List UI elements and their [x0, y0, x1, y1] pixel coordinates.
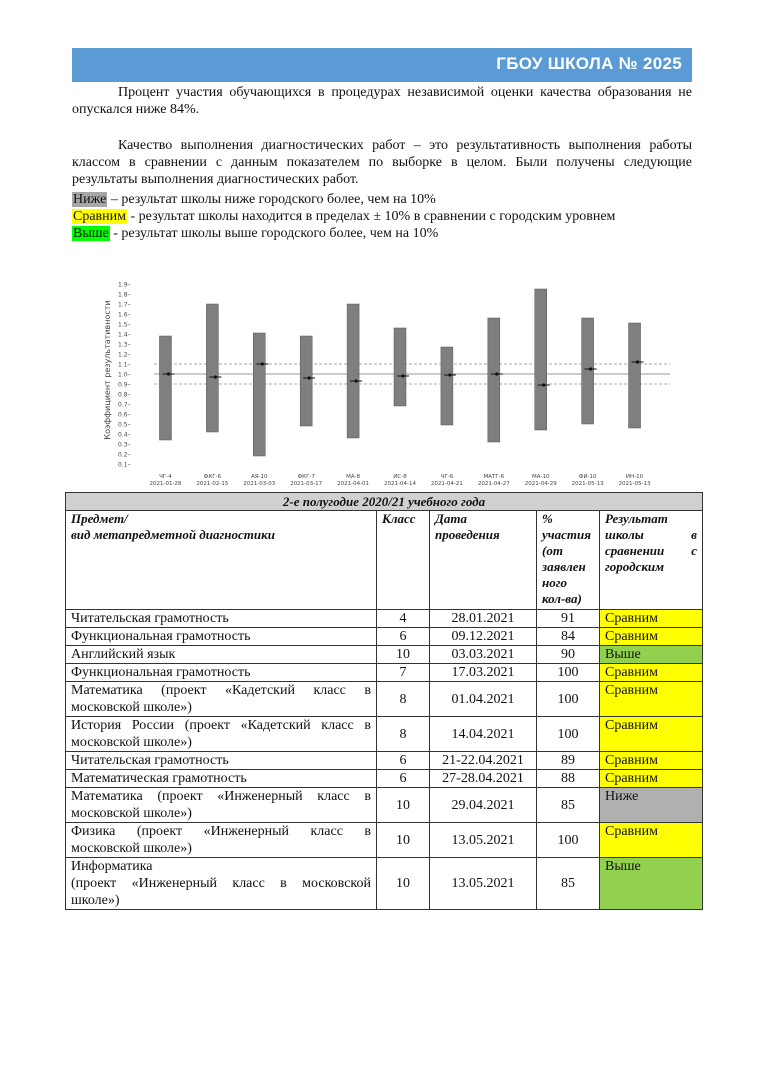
table-row: [66, 646, 703, 664]
cell-participation: 100: [537, 823, 600, 858]
x-tick-code: МАТГ-6: [483, 474, 505, 480]
cell-participation: 100: [537, 682, 600, 717]
cell-grade: 8: [377, 717, 430, 752]
table-header-row: [66, 511, 703, 610]
y-tick-label: 0.5–: [118, 421, 131, 429]
cell-grade: 6: [377, 752, 430, 770]
cell-date: 28.01.2021: [430, 610, 537, 628]
table-row: [66, 664, 703, 682]
cell-date: 09.12.2021: [430, 628, 537, 646]
cell-result: Сравним: [600, 752, 703, 770]
legend-text-above: - результат школы выше городского более, чем на 10%: [109, 226, 439, 241]
cell-result: Сравним: [600, 664, 703, 682]
y-tick-label: 1.4–: [118, 331, 131, 339]
header-bar: [72, 48, 692, 82]
cell-subject: Читательская грамотность: [66, 752, 377, 770]
cell-result: Сравним: [600, 717, 703, 752]
cell-result: Выше: [600, 646, 703, 664]
cell-grade: 6: [377, 770, 430, 788]
school-result-point: [308, 376, 311, 379]
cell-date: 21-22.04.2021: [430, 752, 537, 770]
table-period-row: [66, 493, 703, 511]
x-tick-code: ФИ-10: [578, 474, 597, 480]
cell-grade: 10: [377, 646, 430, 664]
header-result: Результат школы в сравнении с городским: [600, 511, 703, 610]
y-tick-label: 0.1–: [118, 461, 131, 469]
y-tick-label: 1.5–: [118, 321, 131, 329]
cell-subject: Математика (проект «Инженерный класс в московской школе»): [66, 788, 377, 823]
range-bar: [582, 318, 594, 424]
x-tick-date: 2021-04-29: [524, 481, 557, 487]
cell-result: Сравним: [600, 770, 703, 788]
cell-date: 29.04.2021: [430, 788, 537, 823]
table-row: [66, 788, 703, 823]
legend-above: [72, 225, 438, 242]
cell-date: 17.03.2021: [430, 664, 537, 682]
header-subject: Предмет/ вид метапредметной диагностики: [66, 511, 377, 610]
cell-result: Сравним: [600, 628, 703, 646]
cell-subject: Функциональная грамотность: [66, 664, 377, 682]
cell-subject: Читательская грамотность: [66, 610, 377, 628]
legend-below: [72, 191, 436, 208]
legend-text-below: – результат школы ниже городского более, чем на 10%: [107, 192, 436, 207]
x-tick-code: ЧГ-4: [159, 474, 172, 480]
school-result-point: [261, 362, 264, 365]
diagnostics-results-table: [65, 492, 703, 910]
y-tick-label: 0.4–: [118, 431, 131, 439]
y-tick-label: 1.2–: [118, 351, 131, 359]
x-tick-date: 2021-04-27: [477, 481, 510, 487]
header-date: Дата проведения: [430, 511, 537, 610]
table-row: [66, 628, 703, 646]
cell-participation: 85: [537, 858, 600, 910]
range-bar: [159, 336, 171, 440]
cell-result: Выше: [600, 858, 703, 910]
school-result-point: [354, 379, 357, 382]
x-tick-date: 2021-04-21: [430, 481, 463, 487]
x-tick-code: ФКГ-7: [297, 474, 315, 480]
cell-date: 03.03.2021: [430, 646, 537, 664]
cell-result: Сравним: [600, 682, 703, 717]
chart-y-axis-label: Коэффициент результативности: [103, 300, 112, 440]
table-row: [66, 770, 703, 788]
x-tick-code: МА-10: [531, 474, 550, 480]
cell-participation: 91: [537, 610, 600, 628]
school-result-point: [401, 374, 404, 377]
y-tick-label: 0.7–: [118, 401, 131, 409]
cell-subject: Функциональная грамотность: [66, 628, 377, 646]
cell-participation: 90: [537, 646, 600, 664]
table-period: 2-е полугодие 2020/21 учебного года: [66, 493, 703, 511]
cell-grade: 8: [377, 682, 430, 717]
school-result-point: [542, 383, 545, 386]
range-bar: [253, 333, 265, 456]
cell-grade: 4: [377, 610, 430, 628]
cell-date: 13.05.2021: [430, 823, 537, 858]
y-tick-label: 1.0–: [118, 371, 131, 379]
cell-subject: Математика (проект «Кадетский класс в московской школе»): [66, 682, 377, 717]
table-row: [66, 682, 703, 717]
cell-participation: 85: [537, 788, 600, 823]
range-bar: [394, 328, 406, 406]
cell-date: 13.05.2021: [430, 858, 537, 910]
range-bar: [535, 289, 547, 430]
cell-grade: 7: [377, 664, 430, 682]
cell-date: 01.04.2021: [430, 682, 537, 717]
x-tick-code: АЯ-10: [250, 474, 268, 480]
y-tick-label: 0.3–: [118, 441, 131, 449]
y-tick-label: 0.9–: [118, 381, 131, 389]
cell-subject: Английский язык: [66, 646, 377, 664]
x-tick-date: 2021-04-01: [337, 481, 370, 487]
y-tick-label: 1.6–: [118, 311, 131, 319]
school-result-point: [636, 360, 639, 363]
cell-date: 27-28.04.2021: [430, 770, 537, 788]
school-result-point: [495, 372, 498, 375]
cell-subject: Физика (проект «Инженерный класс в московской школе»): [66, 823, 377, 858]
cell-participation: 89: [537, 752, 600, 770]
y-tick-label: 1.8–: [118, 291, 131, 299]
header-participation: % участия (от заявлен ного кол-ва): [537, 511, 600, 610]
cell-participation: 100: [537, 717, 600, 752]
table-row: [66, 752, 703, 770]
x-tick-code: ИН-10: [625, 474, 644, 480]
cell-participation: 88: [537, 770, 600, 788]
x-tick-date: 2021-05-13: [571, 481, 604, 487]
results-range-chart: [98, 278, 688, 490]
x-tick-code: МА-8: [346, 474, 361, 480]
intro-paragraph-participation: Процент участия обучающихся в процедурах независимой оценки качества образования не опускался ниже 84%.: [72, 85, 692, 117]
school-result-point: [167, 372, 170, 375]
x-tick-date: 2021-01-28: [149, 481, 182, 487]
range-bar: [300, 336, 312, 426]
school-title: ГБОУ ШКОЛА № 2025: [496, 54, 682, 73]
range-bar: [206, 304, 218, 432]
legend-term-below: Ниже: [73, 192, 107, 207]
x-tick-date: 2021-02-15: [196, 481, 229, 487]
legend-term-comparable: Сравним: [73, 209, 127, 224]
cell-subject: Информатика (проект «Инженерный класс в московской школе»): [66, 858, 377, 910]
y-tick-label: 0.8–: [118, 391, 131, 399]
legend-text-comparable: - результат школы находится в пределах ± 10% в сравнении с городским уровнем: [127, 209, 616, 224]
cell-result: Сравним: [600, 610, 703, 628]
x-tick-date: 2021-05-13: [618, 481, 651, 487]
cell-grade: 10: [377, 788, 430, 823]
cell-grade: 10: [377, 858, 430, 910]
x-tick-code: ИС-8: [393, 474, 407, 480]
table-row: [66, 823, 703, 858]
cell-subject: История России (проект «Кадетский класс в московской школе»): [66, 717, 377, 752]
school-result-point: [448, 373, 451, 376]
cell-participation: 100: [537, 664, 600, 682]
y-tick-label: 0.2–: [118, 451, 131, 459]
cell-participation: 84: [537, 628, 600, 646]
cell-date: 14.04.2021: [430, 717, 537, 752]
y-tick-label: 0.6–: [118, 411, 131, 419]
x-tick-date: 2021-03-03: [243, 481, 276, 487]
x-tick-date: 2021-04-14: [384, 481, 416, 487]
y-tick-label: 1.3–: [118, 341, 131, 349]
x-tick-code: ЧГ-6: [440, 474, 454, 480]
header-grade: Класс: [377, 511, 430, 610]
y-tick-label: 1.1–: [118, 361, 131, 369]
table-row: [66, 610, 703, 628]
school-result-point: [589, 367, 592, 370]
table-row: [66, 858, 703, 910]
cell-grade: 10: [377, 823, 430, 858]
range-bar: [441, 347, 453, 425]
x-tick-code: ФКГ-6: [203, 474, 222, 480]
range-bar: [488, 318, 500, 442]
x-tick-date: 2021-03-17: [290, 481, 323, 487]
school-result-point: [214, 375, 217, 378]
range-bar: [629, 323, 641, 428]
range-bar: [347, 304, 359, 438]
cell-subject: Математическая грамотность: [66, 770, 377, 788]
y-tick-label: 1.7–: [118, 301, 131, 309]
cell-grade: 6: [377, 628, 430, 646]
cell-result: Ниже: [600, 788, 703, 823]
legend-term-above: Выше: [73, 226, 109, 241]
y-tick-label: 1.9–: [118, 281, 131, 289]
legend-comparable: [72, 208, 615, 225]
table-row: [66, 717, 703, 752]
cell-result: Сравним: [600, 823, 703, 858]
intro-paragraph-quality: Качество выполнения диагностических работ – это результативность выполнения работы классом в сравнении с данным показателем по выборке в целом. Были получены следующие результаты выполнения диагностических работ.: [72, 138, 692, 187]
